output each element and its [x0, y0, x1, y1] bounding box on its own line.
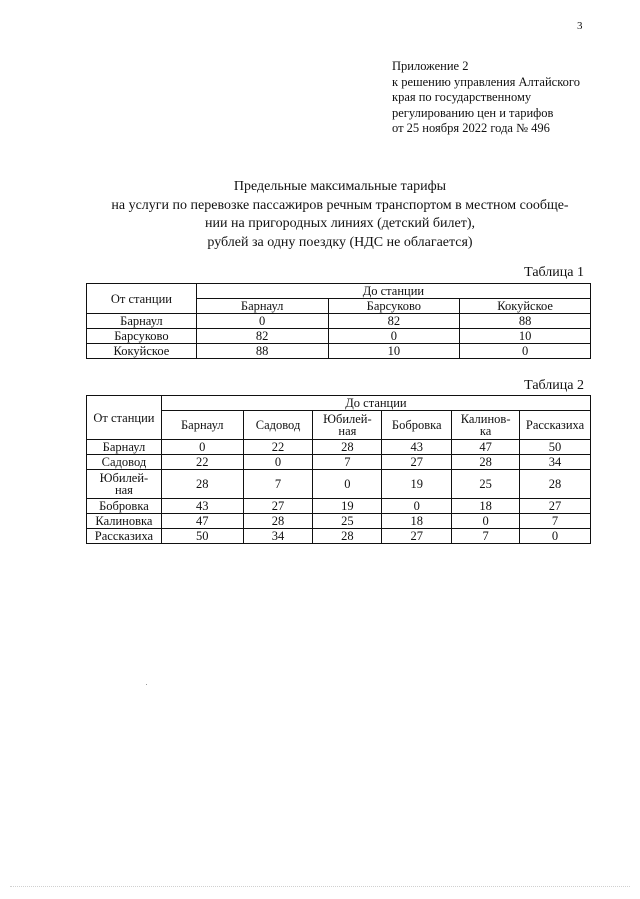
tariff-cell: 25 — [452, 470, 520, 499]
tariff-cell: 27 — [243, 499, 313, 514]
column-header: Барсуково — [328, 299, 460, 314]
tariff-cell: 22 — [243, 440, 313, 455]
tariff-cell: 47 — [161, 514, 243, 529]
table-row — [87, 314, 591, 329]
tariff-cell: 34 — [520, 455, 591, 470]
tariff-cell: 0 — [196, 314, 328, 329]
table1 — [86, 283, 591, 359]
tariff-cell: 0 — [328, 329, 460, 344]
column-header: Бобровка — [382, 411, 452, 440]
from-station-header: От станции — [87, 284, 197, 314]
document-title — [80, 178, 600, 252]
appendix-line: от 25 ноября 2022 года № 496 — [392, 121, 550, 135]
row-station: Кокуйское — [87, 344, 197, 359]
tariff-cell: 88 — [460, 314, 591, 329]
tariff-cell: 82 — [328, 314, 460, 329]
tariff-cell: 28 — [452, 455, 520, 470]
column-header: Рассказиха — [520, 411, 591, 440]
row-station: Рассказиха — [87, 529, 162, 544]
row-station: Бобровка — [87, 499, 162, 514]
row-station: Барнаул — [87, 314, 197, 329]
column-header: Юбилей- ная — [313, 411, 382, 440]
title-line: Предельные максимальные тарифы — [233, 179, 447, 194]
tariff-cell: 7 — [243, 470, 313, 499]
table-row — [87, 455, 591, 470]
column-header: Садовод — [243, 411, 313, 440]
row-station: Барсуково — [87, 329, 197, 344]
to-station-header: До станции — [161, 396, 590, 411]
table-row — [87, 529, 591, 544]
tariff-cell: 50 — [161, 529, 243, 544]
table-row — [87, 440, 591, 455]
row-station: Садовод — [87, 455, 162, 470]
tariff-cell: 28 — [243, 514, 313, 529]
tariff-cell: 7 — [452, 529, 520, 544]
table-row — [87, 514, 591, 529]
row-station: Калиновка — [87, 514, 162, 529]
appendix-line: Приложение 2 — [392, 59, 469, 73]
tariff-cell: 22 — [161, 455, 243, 470]
appendix-line: регулированию цен и тарифов — [392, 105, 554, 120]
tariff-cell: 28 — [520, 470, 591, 499]
table2-caption: Таблица 2 — [524, 378, 584, 393]
appendix-block — [392, 59, 580, 137]
from-station-header: От станции — [87, 396, 162, 440]
column-header: Калинов- ка — [452, 411, 520, 440]
tariff-cell: 18 — [382, 514, 452, 529]
tariff-cell: 27 — [382, 455, 452, 470]
column-header: Барнаул — [196, 299, 328, 314]
appendix-line: к решению управления Алтайского — [392, 74, 580, 89]
tariff-cell: 0 — [243, 455, 313, 470]
tariff-cell: 0 — [520, 529, 591, 544]
tariff-cell: 50 — [520, 440, 591, 455]
table-row — [87, 470, 591, 499]
tariff-cell: 10 — [460, 329, 591, 344]
tariff-cell: 43 — [161, 499, 243, 514]
column-header: Барнаул — [161, 411, 243, 440]
tariff-cell: 27 — [520, 499, 591, 514]
table-row — [87, 344, 591, 359]
tariff-cell: 19 — [382, 470, 452, 499]
tariff-cell: 19 — [313, 499, 382, 514]
tariff-cell: 18 — [452, 499, 520, 514]
table-row — [87, 329, 591, 344]
row-station: Юбилей- ная — [87, 470, 162, 499]
tariff-cell: 0 — [161, 440, 243, 455]
tariff-cell: 47 — [452, 440, 520, 455]
tariff-cell: 88 — [196, 344, 328, 359]
tariff-cell: 7 — [520, 514, 591, 529]
tariff-cell: 28 — [161, 470, 243, 499]
tariff-cell: 25 — [313, 514, 382, 529]
tariff-cell: 27 — [382, 529, 452, 544]
table-row — [87, 499, 591, 514]
tariff-cell: 28 — [313, 529, 382, 544]
title-line: рублей за одну поездку (НДС не облагается) — [207, 234, 473, 250]
tariff-cell: 82 — [196, 329, 328, 344]
column-header: Кокуйское — [460, 299, 591, 314]
tariff-cell: 28 — [313, 440, 382, 455]
tariff-cell: 0 — [460, 344, 591, 359]
table1-caption: Таблица 1 — [524, 265, 584, 280]
tariff-cell: 7 — [313, 455, 382, 470]
table2 — [86, 395, 591, 544]
title-line: на услуги по перевозке пассажиров речным транспортом в местном сообще- — [111, 197, 569, 213]
tariff-cell: 0 — [452, 514, 520, 529]
title-line: нии на пригородных линиях (детский билет), — [205, 216, 475, 231]
row-station: Барнаул — [87, 440, 162, 455]
scan-speck — [146, 684, 147, 685]
page-number: 3 — [577, 20, 583, 32]
tariff-cell: 43 — [382, 440, 452, 455]
tariff-cell: 10 — [328, 344, 460, 359]
to-station-header: До станции — [196, 284, 590, 299]
appendix-line: края по государственному — [392, 90, 532, 104]
tariff-cell: 0 — [313, 470, 382, 499]
tariff-cell: 34 — [243, 529, 313, 544]
tariff-cell: 0 — [382, 499, 452, 514]
scan-edge-line — [10, 886, 630, 887]
